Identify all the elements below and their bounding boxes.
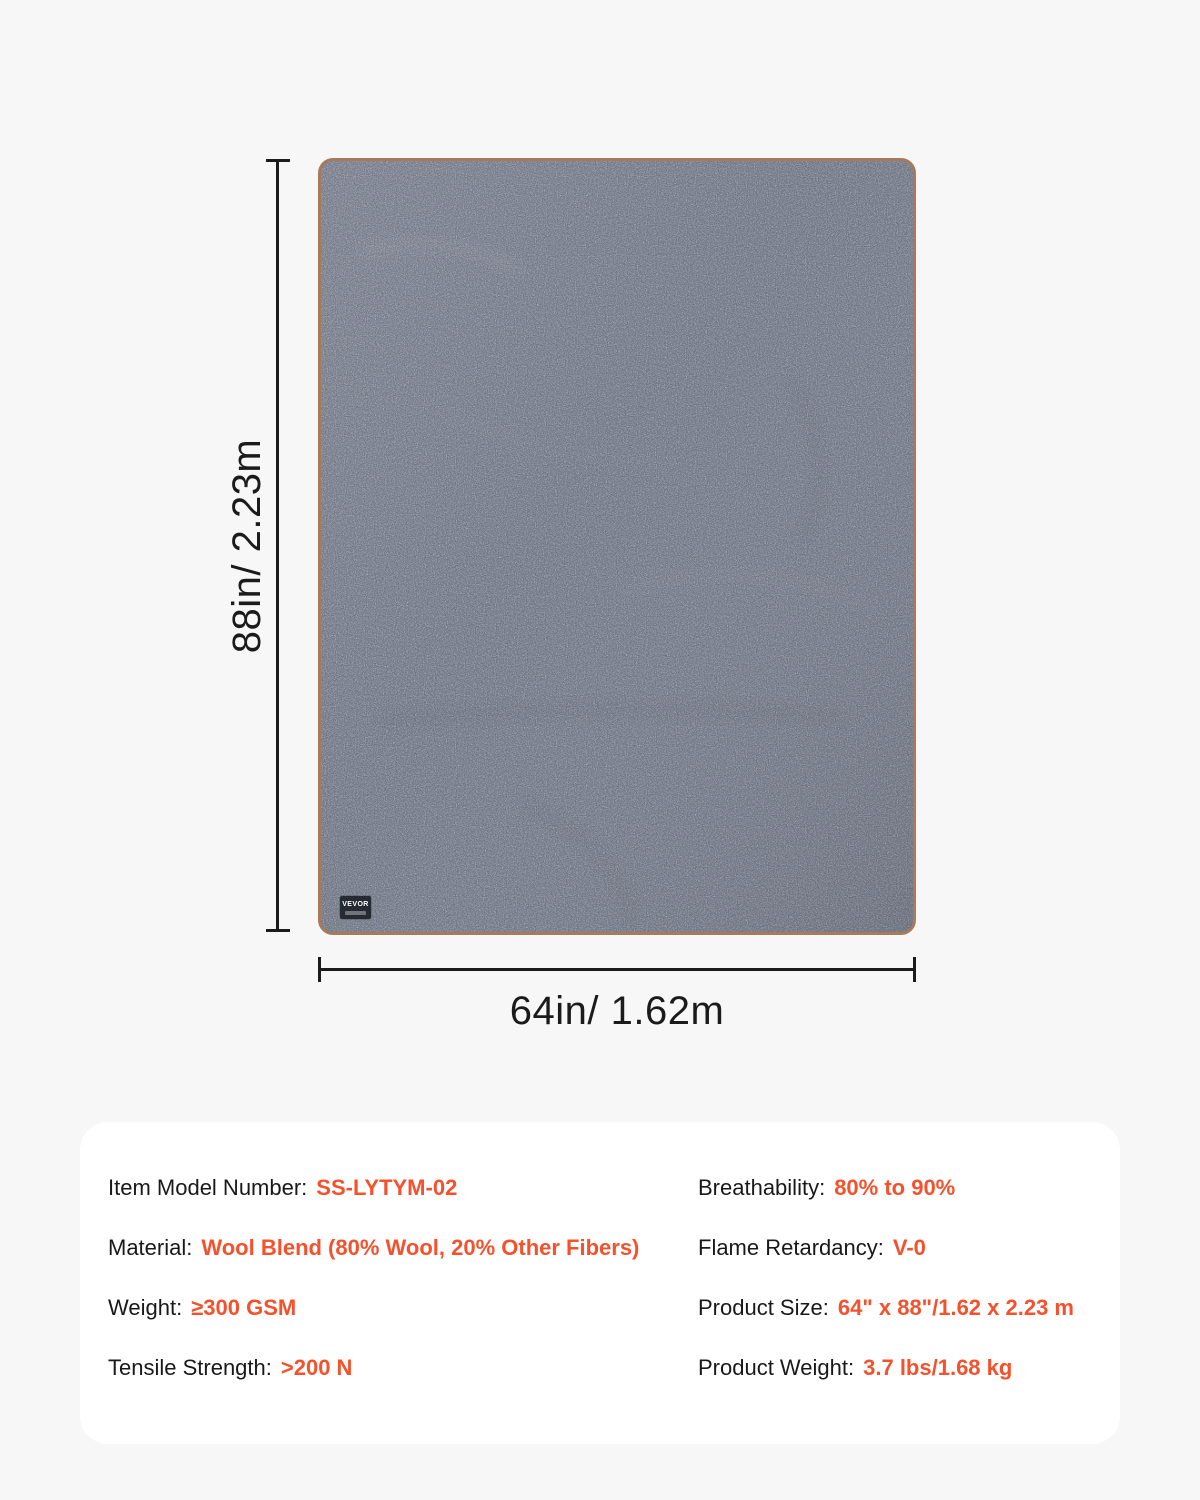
width-dimension-line — [318, 968, 916, 971]
spec-value: V-0 — [892, 1235, 926, 1260]
height-dimension-cap-top — [266, 159, 290, 162]
spec-value: 64" x 88"/1.62 x 2.23 m — [837, 1295, 1074, 1320]
blanket-photo — [318, 158, 916, 935]
spec-value: 3.7 lbs/1.68 kg — [863, 1355, 1013, 1380]
spec-label: Tensile Strength: — [108, 1355, 272, 1380]
width-dimension-label: 64in/ 1.62m — [509, 989, 725, 1033]
spec-value: 80% to 90% — [834, 1175, 956, 1200]
height-dimension-label: 88in/ 2.23m — [225, 438, 269, 654]
spec-label: Flame Retardancy: — [698, 1235, 884, 1260]
spec-column-left — [108, 1176, 639, 1416]
spec-label: Weight: — [108, 1295, 183, 1320]
spec-row-breathability — [698, 1176, 1074, 1200]
height-dimension-cap-bottom — [266, 929, 290, 932]
blanket-texture — [321, 161, 913, 932]
spec-value: >200 N — [280, 1355, 353, 1380]
spec-row-product-size — [698, 1296, 1074, 1320]
spec-label: Breathability: — [698, 1175, 826, 1200]
spec-label: Item Model Number: — [108, 1175, 308, 1200]
spec-label: Product Size: — [698, 1295, 829, 1320]
spec-value: ≥300 GSM — [191, 1295, 297, 1320]
spec-column-right — [698, 1176, 1074, 1416]
spec-label: Material: — [108, 1235, 193, 1260]
spec-value: Wool Blend (80% Wool, 20% Other Fibers) — [201, 1235, 640, 1260]
brand-tag-subtext — [345, 911, 366, 915]
spec-row-tensile-strength — [108, 1356, 639, 1380]
width-dimension-cap-right — [913, 957, 916, 982]
spec-value: SS-LYTYM-02 — [316, 1175, 458, 1200]
spec-row-flame-retardancy — [698, 1236, 1074, 1260]
brand-tag — [340, 896, 371, 919]
spec-row-weight — [108, 1296, 639, 1320]
spec-label: Product Weight: — [698, 1355, 855, 1380]
height-dimension-line — [276, 160, 279, 932]
spec-card — [80, 1122, 1120, 1444]
spec-row-product-weight — [698, 1356, 1074, 1380]
brand-tag-label: VEVOR — [342, 900, 369, 908]
spec-row-item-model-number — [108, 1176, 639, 1200]
spec-row-material — [108, 1236, 639, 1260]
width-dimension-cap-left — [318, 957, 321, 982]
